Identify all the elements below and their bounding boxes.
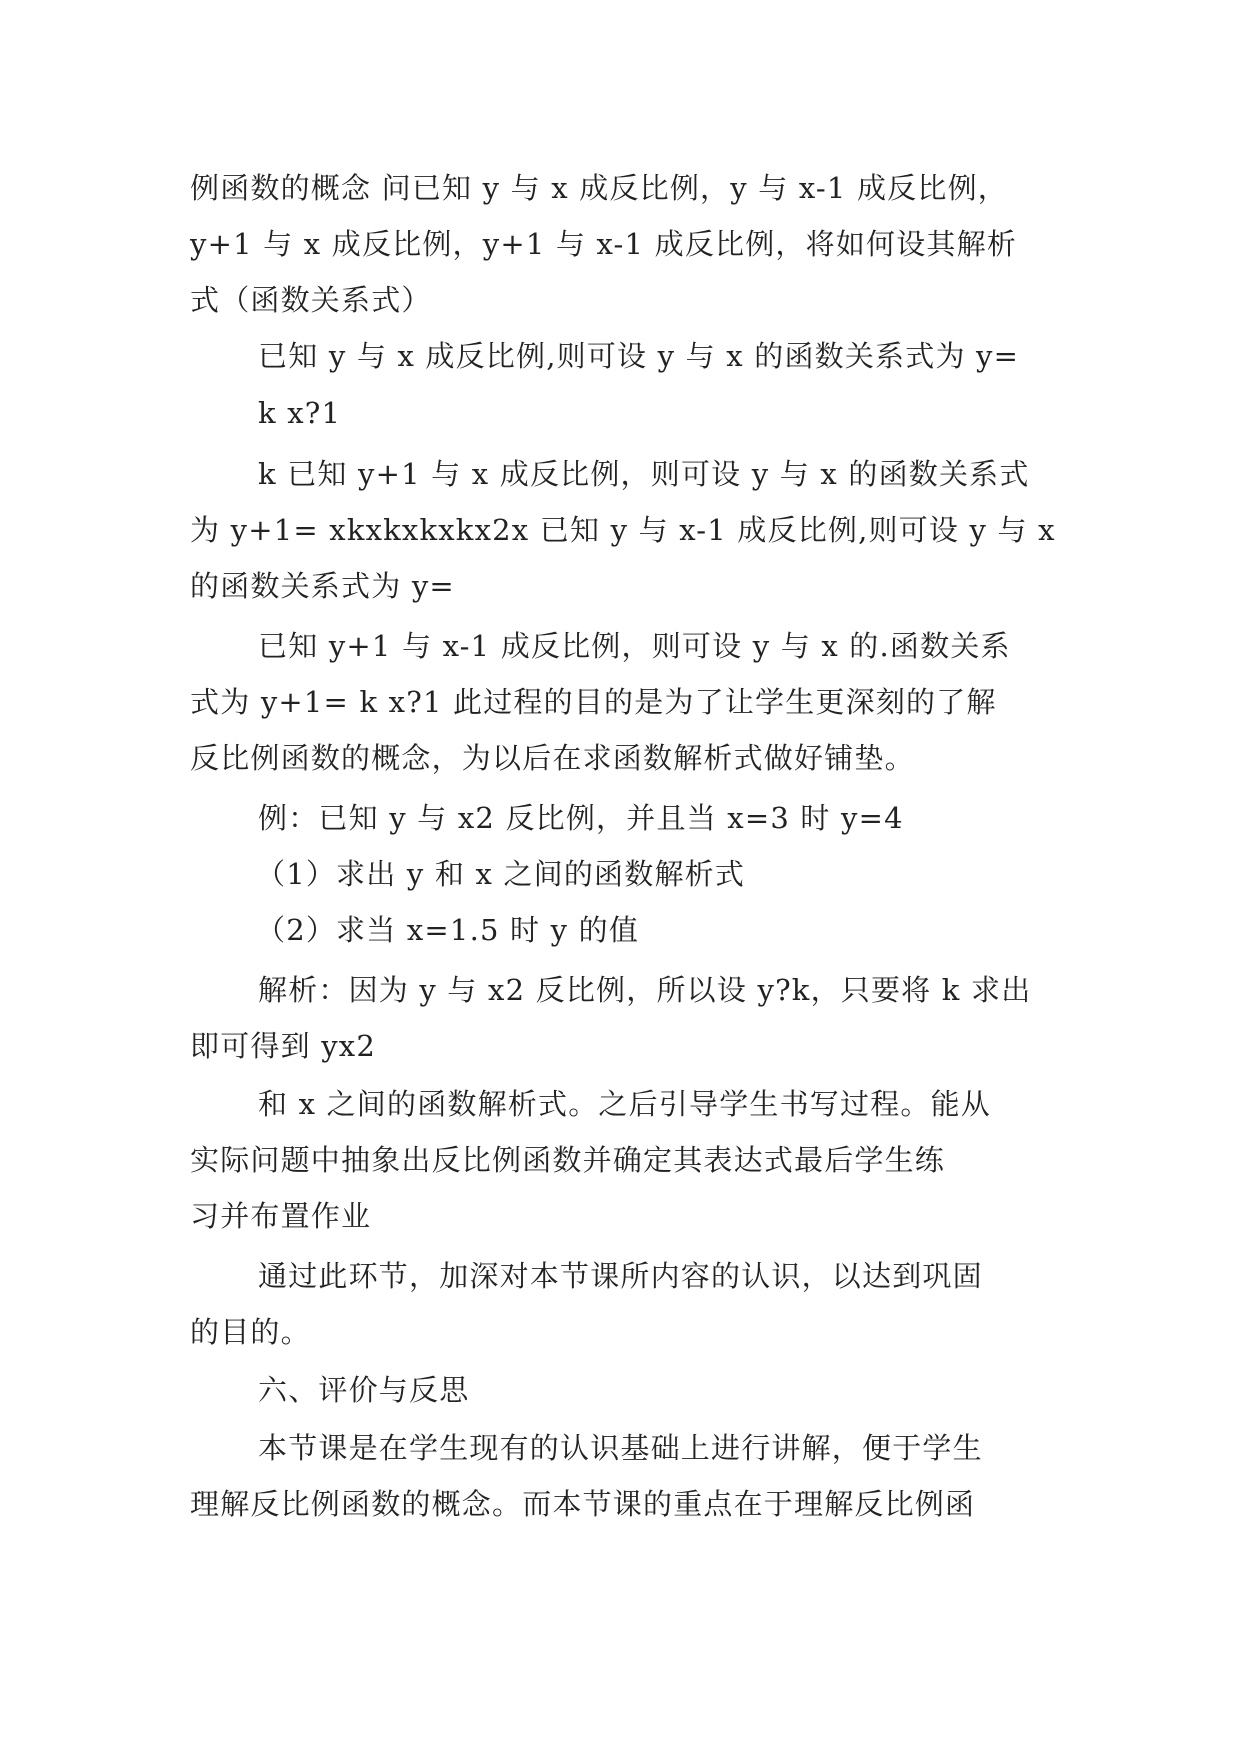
- text-line-17: 和 x 之间的函数解析式。之后引导学生书写过程。能从: [258, 1087, 991, 1121]
- text-line-15: 解析：因为 y 与 x2 反比例，所以设 y?k，只要将 k 求出: [258, 973, 1032, 1007]
- text-line-19: 习并布置作业: [190, 1199, 372, 1233]
- text-line-3: 式（函数关系式）: [190, 283, 432, 317]
- text-line-20: 通过此环节，加深对本节课所内容的认识，以达到巩固: [258, 1259, 983, 1293]
- text-line-21: 的目的。: [190, 1315, 311, 1349]
- text-line-18: 实际问题中抽象出反比例函数并确定其表达式最后学生练: [190, 1143, 946, 1177]
- text-line-14: （2）求当 x=1.5 时 y 的值: [256, 913, 640, 947]
- text-line-4: 已知 y 与 x 成反比例,则可设 y 与 x 的函数关系式为 y=: [258, 339, 1020, 373]
- text-line-10: 式为 y+1= k x?1 此过程的目的是为了让学生更深刻的了解: [190, 685, 997, 719]
- text-line-24: 理解反比例函数的概念。而本节课的重点在于理解反比例函: [190, 1487, 976, 1521]
- text-line-6: k 已知 y+1 与 x 成反比例，则可设 y 与 x 的函数关系式: [258, 457, 1030, 491]
- text-line-23: 本节课是在学生现有的认识基础上进行讲解，便于学生: [258, 1431, 983, 1465]
- text-line-11: 反比例函数的概念，为以后在求函数解析式做好铺垫。: [190, 741, 915, 775]
- text-line-16: 即可得到 yx2: [190, 1029, 377, 1063]
- text-line-1: 例函数的概念 问已知 y 与 x 成反比例，y 与 x-1 成反比例，: [190, 171, 1008, 205]
- text-line-5: k x?1: [258, 396, 342, 430]
- text-line-2: y+1 与 x 成反比例，y+1 与 x-1 成反比例，将如何设其解析: [190, 227, 1018, 261]
- section-heading: 六、评价与反思: [258, 1373, 470, 1407]
- text-line-12: 例：已知 y 与 x2 反比例，并且当 x=3 时 y=4: [258, 801, 904, 835]
- text-line-9: 已知 y+1 与 x-1 成反比例，则可设 y 与 x 的.函数关系: [258, 629, 1011, 663]
- text-line-13: （1）求出 y 和 x 之间的函数解析式: [256, 857, 746, 891]
- text-line-7: 为 y+1= xkxkxkxkx2x 已知 y 与 x-1 成反比例,则可设 y 与 x: [190, 513, 1056, 547]
- text-line-8: 的函数关系式为 y=: [190, 569, 455, 603]
